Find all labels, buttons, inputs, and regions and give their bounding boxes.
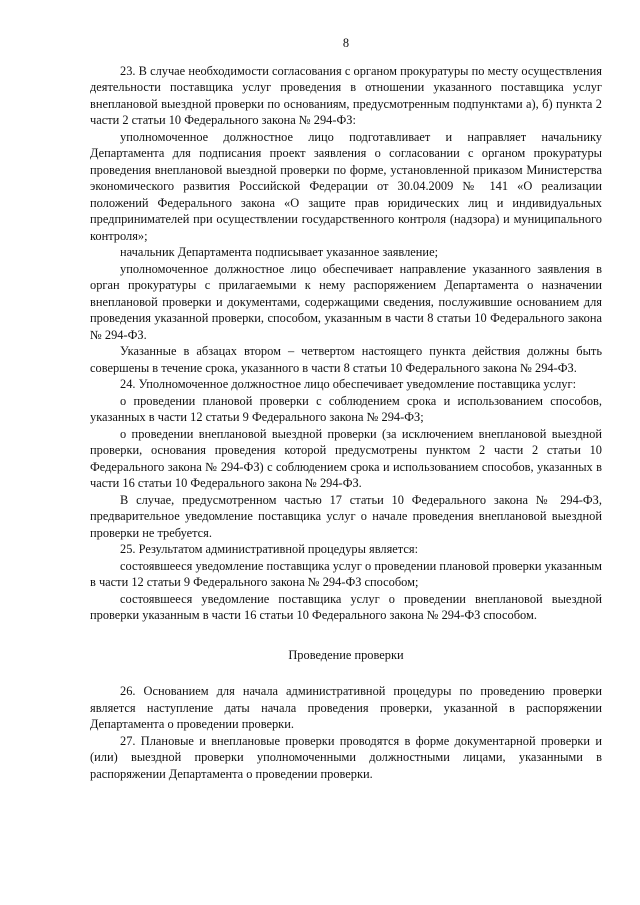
paragraph: В случае, предусмотренном частью 17 статьи 10 Федерального закона № 294-ФЗ, предварительное уведомление поставщика услуг о начале проведения внеплановой выездной проверки не требуется.: [90, 492, 602, 540]
paragraph: о проведении плановой проверки с соблюдением срока и использованием способов, указанных в части 12 статьи 9 Федерального закона № 294-ФЗ;: [90, 393, 602, 424]
paragraph: уполномоченное должностное лицо подготавливает и направляет начальнику Департамента для подписания проект заявления о согласовании с органом прокуратуры проведения внеплановой выездной проверки по форме, установленной приказом Министерства экономического развития Российской Федерации от 30.04.2009 № 141 «О реализации положений Федерального закона «О защите прав юридических лиц и индивидуальных предпринимателей при осуществлении государственного контроля (надзора) и муниципального контроля»;: [90, 129, 602, 243]
paragraph: 24. Уполномоченное должностное лицо обеспечивает уведомление поставщика услуг:: [120, 377, 577, 391]
paragraph: уполномоченное должностное лицо обеспечивает направление указанного заявления в орган прокуратуры с прилагаемыми к нему распоряжением Департамента о назначении внеплановой проверки и документами, содержащими сведения, послужившие основанием для проведения указанной проверки, способом, указанным в части 8 статьи 10 Федерального закона № 294-ФЗ.: [90, 261, 602, 342]
paragraph: 25. Результатом административной процедуры является:: [120, 542, 419, 556]
section-heading: Проведение проверки: [288, 647, 404, 662]
paragraph: 27. Плановые и внеплановые проверки проводятся в форме документарной проверки и (или) выездной проверки уполномоченными должностными лицами, указанными в распоряжении Департамента о проведении проверки.: [90, 733, 602, 781]
paragraph: 23. В случае необходимости согласования с органом прокуратуры по месту осуществления деятельности поставщика услуг проведения в отношении указанного поставщика услуг внеплановой выездной проверки по основаниям, предусмотренным подпунктами а), б) пункта 2 части 2 статьи 10 Федерального закона № 294-ФЗ:: [90, 63, 602, 127]
paragraph: состоявшееся уведомление поставщика услуг о проведении внеплановой выездной проверки указанным в части 16 статьи 10 Федерального закона № 294-ФЗ способом.: [90, 591, 602, 622]
paragraph: состоявшееся уведомление поставщика услуг о проведении плановой проверки указанным в части 12 статьи 9 Федерального закона № 294-ФЗ способом;: [90, 558, 602, 589]
paragraph: 26. Основанием для начала административной процедуры по проведению проверки является наступление даты начала проведения проверки, указанной в распоряжении Департамента о проведении проверки.: [90, 684, 602, 731]
paragraph: начальник Департамента подписывает указанное заявление;: [120, 245, 439, 259]
paragraph: о проведении внеплановой выездной проверки (за исключением внеплановой выездной проверки, основания проведения которой предусмотрены пунктом 2 части 2 статьи 10 Федерального закона № 294-ФЗ) с соблюдением срока и использованием способов, указанных в части 16 статьи 10 Федерального закона № 294-ФЗ.: [90, 426, 602, 490]
page-number: 8: [342, 36, 350, 50]
paragraph: Указанные в абзацах втором – четвертом настоящего пункта действия должны быть совершены в течение срока, указанного в части 8 статьи 10 Федерального закона № 294-ФЗ.: [90, 344, 602, 375]
document-body: [90, 63, 602, 783]
